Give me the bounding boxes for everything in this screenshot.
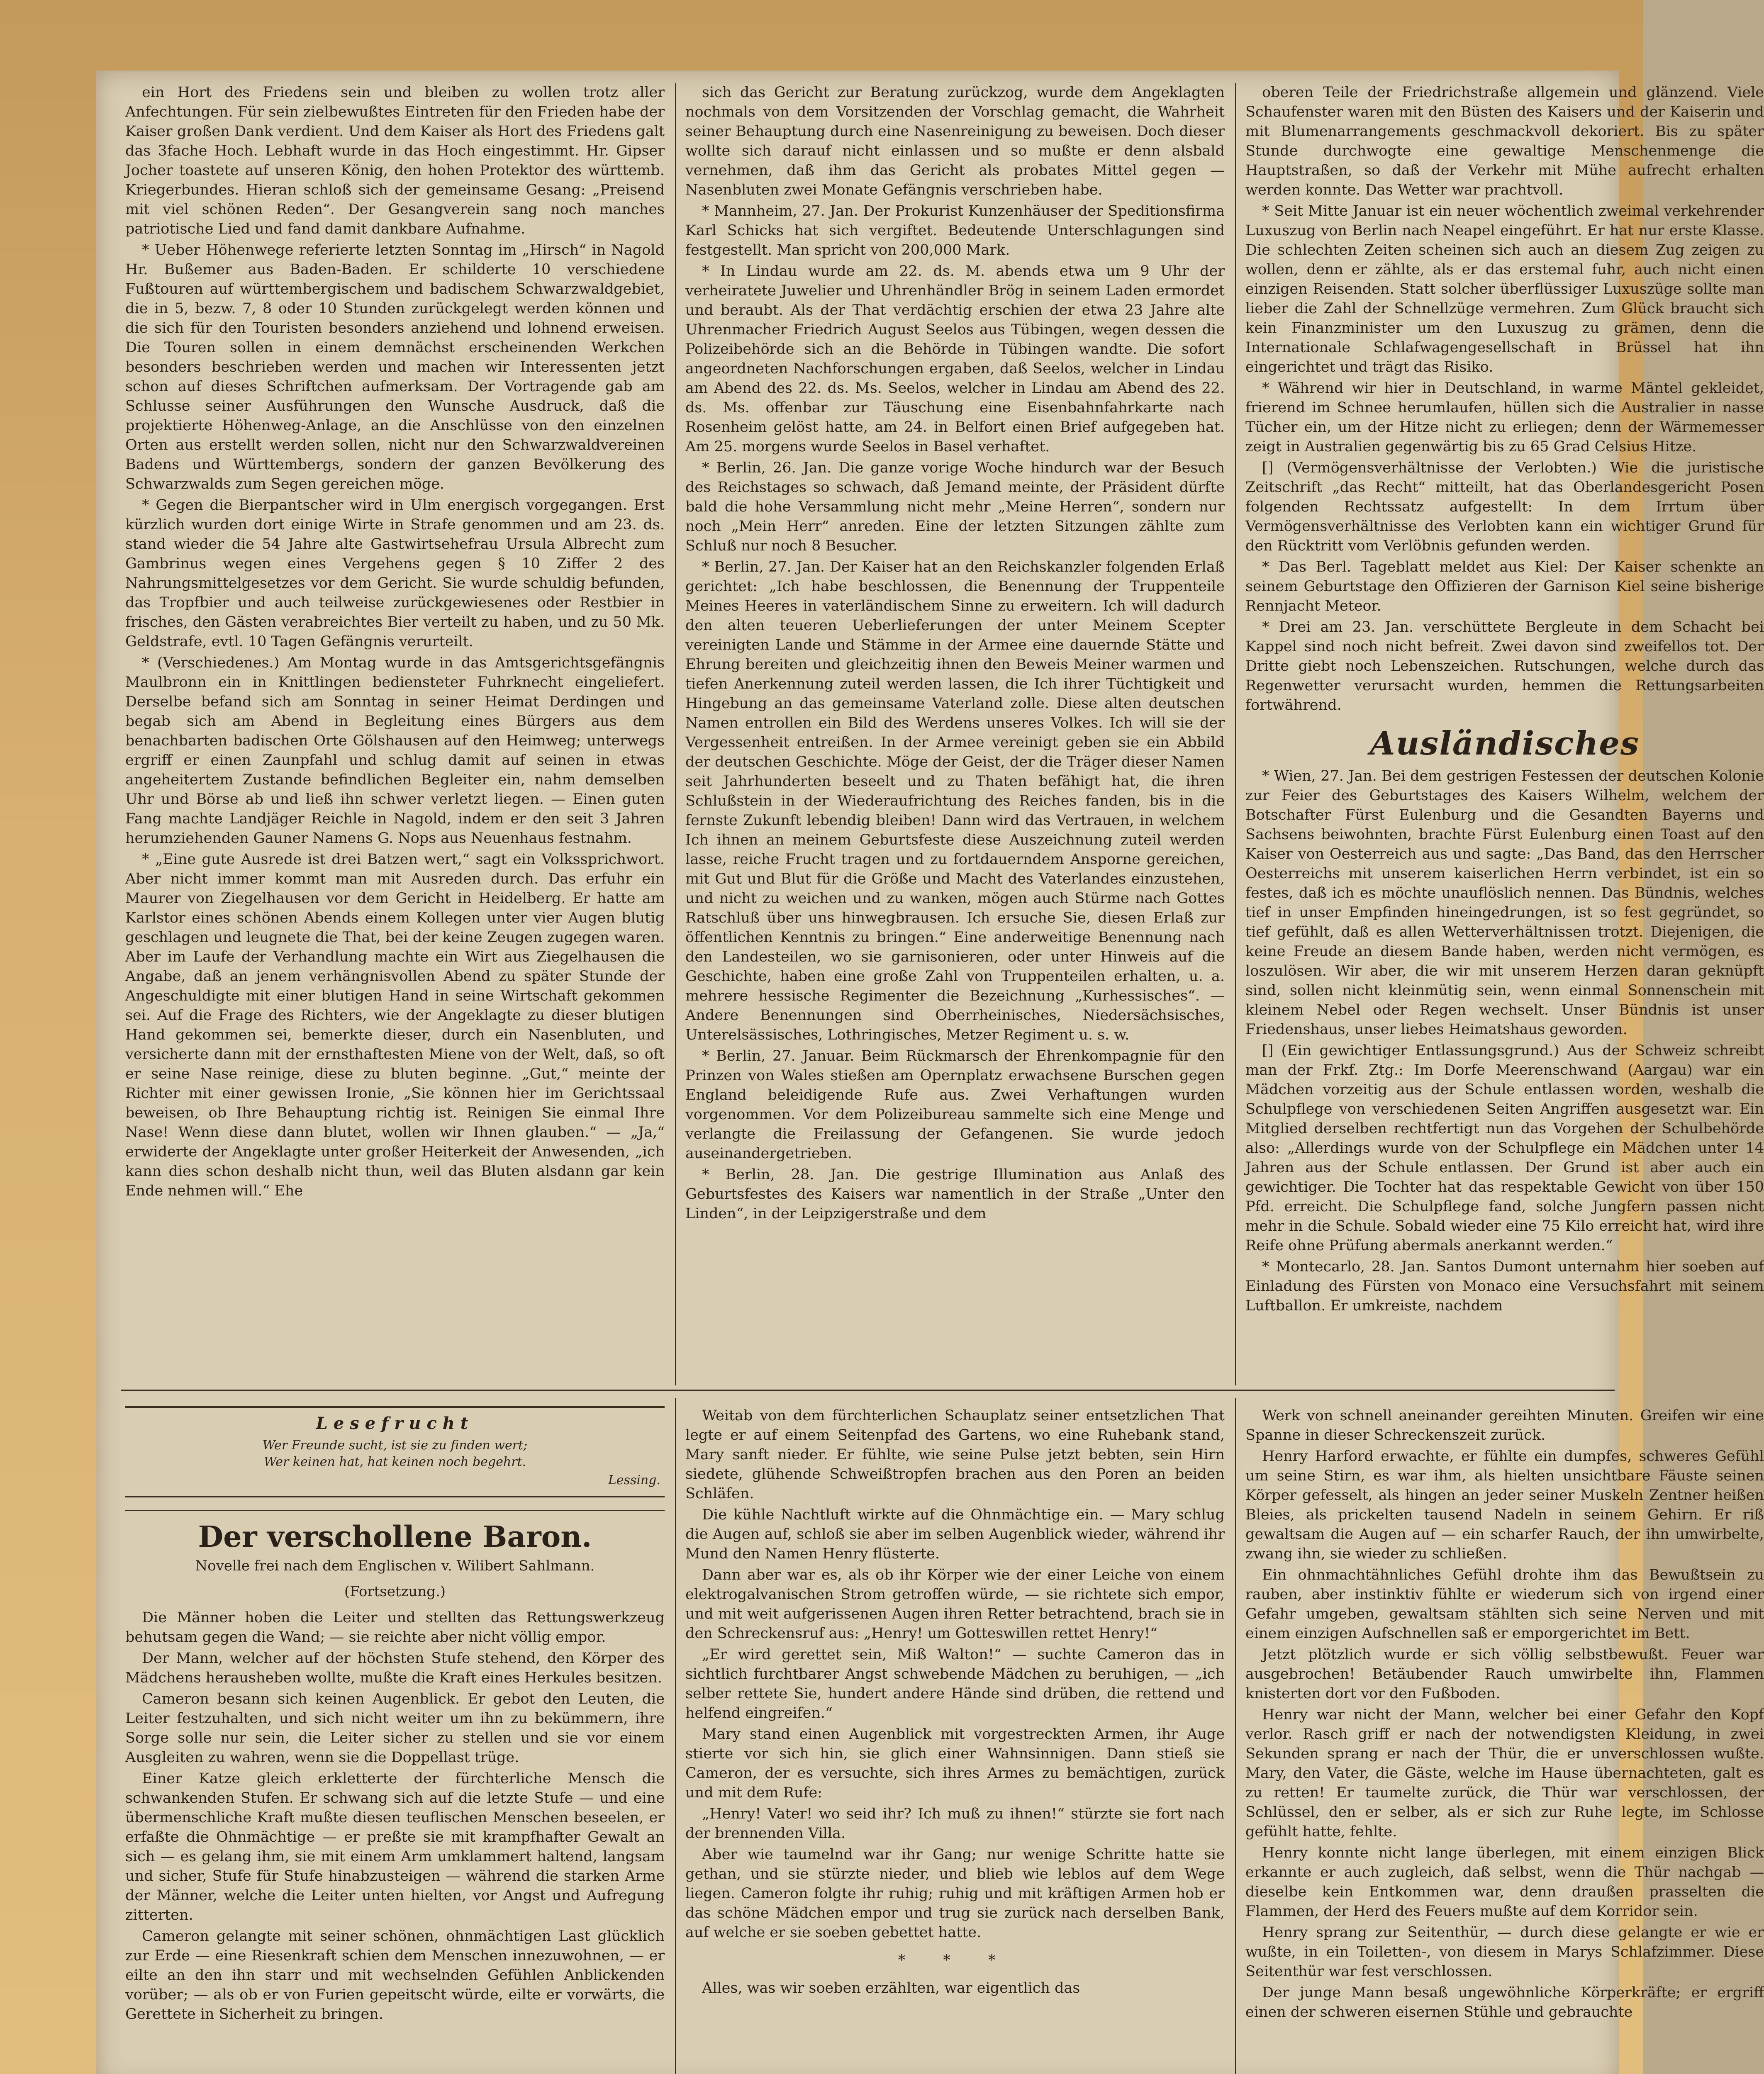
paragraph: * Montecarlo, 28. Jan. Santos Dumont unternahm hier soeben auf Einladung des Fürsten von Monaco eine Versuchsfahrt mit seinem Luftballon. Er umkreiste, nachdem (1245, 1259, 1764, 1314)
column-1 (125, 83, 665, 1385)
paragraph: * Mannheim, 27. Jan. Der Prokurist Kunzenhäuser der Speditionsfirma Karl Schicks hat sich vergiftet. Bedeutende Unterschlagungen sind festgestellt. Man spricht von 200,000 Mark. (685, 203, 1225, 258)
lesefrucht-author: Lessing. (608, 1473, 660, 1487)
paragraph: Die Männer hoben die Leiter und stellten das Rettungswerkzeug behutsam gegen die Wand; — sie reichte aber nicht völlig empor. (125, 1609, 665, 1646)
feuilleton-column-1 (125, 1406, 665, 2074)
column-rule (1235, 83, 1236, 1385)
paragraph: Dann aber war es, als ob ihr Körper wie der einer Leiche von einem elektrogalvanischen Strom getroffen würde, — sie richtete sich empor, und mit weit aufgerissenen Augen ihren Retter betrachtend, brach sie in den Schreckensruf aus: „Henry! um Gotteswillen rettet Henry!“ (685, 1567, 1225, 1642)
paragraph: Alles, was wir soeben erzählten, war eigentlich das (702, 1980, 1080, 1996)
paragraph: * Berlin, 26. Jan. Die ganze vorige Woche hindurch war der Besuch des Reichstages so schwach, daß Jemand meinte, der Präsident dürfte bald die hohe Versammlung nicht mehr „Meine Herren“, sondern nur noch „Mein Herr“ anreden. Eine der letzten Sitzungen zählte zum Schluß nur noch 8 Besucher. (685, 460, 1225, 554)
section-divider-stars: * * * (898, 1952, 1012, 1969)
story-title: Der verschollene Baron. (125, 1510, 665, 1554)
paragraph: * Berlin, 28. Jan. Die gestrige Illumination aus Anlaß des Geburtsfestes des Kaisers war namentlich in der Straße „Unter den Linden“, in der Leipzigerstraße und dem (685, 1166, 1225, 1222)
paragraph: „Er wird gerettet sein, Miß Walton!“ — suchte Cameron das in sichtlich furchtbarer Angst schwebende Mädchen zu beruhigen, — „ich selber rettete Sie, hundert andere Hände sind drüben, die rettend und helfend eingreifen.“ (685, 1646, 1225, 1721)
paragraph: * „Eine gute Ausrede ist drei Batzen wert,“ sagt ein Volkssprichwort. Aber nicht immer kommt man mit Ausreden durch. Das erfuhr ein Maurer von Ziegelhausen vor dem Gericht in Heidelberg. Er hatte am Karlstor eines schönen Abends einem Kollegen unter vier Augen blutig geschlagen und leugnete die That, bei der keine Zeugen zugegen waren. Aber im Laufe der Verhandlung machte ein Wirt aus Ziegelhausen die Angabe, daß an jenem verhängnisvollen Abend zu später Stunde der Angeschuldigte mit einer blutigen Hand in seine Wirtschaft gekommen sei. Auf die Frage des Richters, wie der Angeklagte zu dieser blutigen Hand gekommen sei, bemerkte dieser, durch ein Nasenbluten, und versicherte dann mit der ernsthaftesten Miene von der Welt, daß, so oft er seine Nase reinige, diese zu bluten beginne. „Gut,“ meinte der Richter mit einer gewissen Ironie, „Sie können hier im Gerichtssaal beweisen, ob Ihre Behauptung richtig ist. Reinigen Sie einmal Ihre Nase! Wenn diese dann blutet, wollen wir Ihnen glauben.“ — „Ja,“ erwiderte der Angeklagte unter großer Heiterkeit der Anwesenden, „ich kann dies schon deshalb nicht thun, weil das Bluten alsdann gar kein Ende nehmen will.“ Ehe (125, 851, 665, 1199)
column-rule (1235, 1398, 1236, 2074)
paragraph: * Während wir hier in Deutschland, in warme Mäntel gekleidet, frierend im Schnee herumlaufen, hüllen sich die Australier in nasse Tücher ein, um der Hitze nicht zu erliegen; denn der Wärmemesser zeigt in Australien gegenwärtig bis zu 65 Grad Celsius Hitze. (1245, 380, 1764, 455)
paragraph: sich das Gericht zur Beratung zurückzog, wurde dem Angeklagten nochmals von dem Vorsitzenden der Vorschlag gemacht, die Wahrheit seiner Behauptung durch eine Nasenreinigung zu beweisen. Doch dieser wollte sich darauf nicht einlassen und so mußte er denn alsbald vernehmen, daß ihm das Gericht als probates Mittel gegen — Nasenbluten zwei Monate Gefängnis verschrieben habe. (685, 84, 1225, 198)
newspaper-page (96, 71, 1764, 2074)
paragraph: * Berlin, 27. Jan. Der Kaiser hat an den Reichskanzler folgenden Erlaß gerichtet: „Ich habe beschlossen, die Benennung der Truppenteile Meines Heeres in vaterländischem Sinne zu erweitern. Ich will dadurch den alten teueren Ueberlieferungen der unter Meinem Scepter vereinigten Lande und Stämme in der Armee eine dauernde Stätte und Ehrung bereiten und gleichzeitig ihnen den Beweis Meiner warmen und tiefen Anerkennung zuteil werden lassen, die Ich ihrer Tüchtigkeit und Hingebung an das gemeinsame Vaterland zolle. Diese alten deutschen Namen entrollen ein Bild des Werdens unseres Volkes. Ich will sie der Vergessenheit entreißen. In der Armee vereinigt geben sie ein Abbild der deutschen Geschichte. Möge der Geist, der die Träger dieser Namen seit Jahrhunderten beseelt und zu Thaten befähigt hat, die ihren Schlußstein in der Wiederaufrichtung des Reiches fanden, bis in die fernste Zukunft lebendig bleiben! Dann wird das Vertrauen, in welchem Ich ihnen an meinem Geburtsfeste diese Auszeichnung zuteil werden lasse, reiche Frucht tragen und zu fortdauerndem Ansporne gereichen, mit Gut und Blut für die Größe und Macht des Vaterlandes einzustehen, und nicht zu weichen und zu wanken, mögen auch Stürme nach Gottes Ratschluß über uns hinwegbrausen. Ich ersuche Sie, diesen Erlaß zur öffentlichen Kenntnis zu bringen.“ Eine anderweitige Benennung nach den Landesteilen, wo sie garnisonieren, oder unter Hinweis auf die Geschichte, haben eine große Zahl von Truppenteilen erhalten, u. a. mehrere hessische Regimenter die Bezeichnung „Kurhessisches“. — Andere Benennungen sind Oberrheinisches, Niedersächsisches, Unterelsässisches, Lothringisches, Metzer Regiment u. s. w. (685, 559, 1225, 1043)
paragraph: * Berlin, 27. Januar. Beim Rückmarsch der Ehrenkompagnie für den Prinzen von Wales stießen am Opernplatz erwachsene Burschen gegen England beleidigende Rufe aus. Zwei Verhaftungen wurden vorgenommen. Vor dem Polizeibureau sammelte sich eine Menge und verlangte die Freilassung der Gefangenen. Sie wurde jedoch auseinandergetrieben. (685, 1048, 1225, 1162)
paragraph: * Seit Mitte Januar ist ein neuer wöchentlich zweimal verkehrender Luxuszug von Berlin nach Neapel eingeführt. Er hat nur erste Klasse. Die schlechten Zeiten scheinen sich auch an diesem Zug zeigen zu wollen, denn er zählte, als er das erstemal fuhr, auch nicht einen einzigen Reisenden. Statt solcher überflüssiger Luxuszüge sollte man lieber die Zahl der Schnellzüge vermehren. Zum Glück braucht sich kein Finanzminister um den Luxuszug zu grämen, denn die Internationale Schlafwagengesellschaft in Brüssel hat ihn eingerichtet und trägt das Risiko. (1245, 203, 1764, 375)
paragraph: * Ueber Höhenwege referierte letzten Sonntag im „Hirsch“ in Nagold Hr. Bußemer aus Baden-Baden. Er schilderte 10 verschiedene Fußtouren auf württembergischem und badischem Schwarzwaldgebiet, die in 5, bezw. 7, 8 oder 10 Stunden zurückgelegt werden können und die sich für den Touristen besonders anziehend und lohnend erweisen. Die Touren sollen in einem demnächst erscheinenden Werkchen besonders beschrieben werden und machen wir Interessenten jetzt schon auf dieses Schriftchen aufmerksam. Der Vortragende gab am Schlusse seiner Ausführungen den Wunsche Ausdruck, daß die projektierte Höhenweg-Anlage, an die Anschlüsse von den einzelnen Orten aus erstellt werden sollen, nicht nur den Schwarzwaldvereinen Badens und Württembergs, sondern der ganzen Bevölkerung des Schwarzwalds zum Segen gereichen möge. (125, 242, 665, 492)
paragraph: Henry war nicht der Mann, welcher bei einer Gefahr den Kopf verlor. Rasch griff er nach der notwendigsten Kleidung, in zwei Sekunden sprang er nach der Thür, die er unverschlossen wußte. Mary, den Vater, die Gäste, welche im Hause übernachteten, galt es zu retten! Er taumelte zurück, die Thür war verschlossen, der Schlüssel, den er selber, als er sich zur Ruhe legte, im Schlosse gefühlt hatte, fehlte. (1245, 1706, 1764, 1840)
paragraph: Henry sprang zur Seitenthür, — durch diese gelangte er wie er wußte, in ein Toiletten-, von diesem in Marys Schlafzimmer. Diese Seitenthür war fest verschlossen. (1245, 1924, 1764, 1980)
paragraph: Der Mann, welcher auf der höchsten Stufe stehend, den Körper des Mädchens herausheben wollte, mußte die Kraft eines Herkules besitzen. (125, 1650, 665, 1686)
paragraph: * Gegen die Bierpantscher wird in Ulm energisch vorgegangen. Erst kürzlich wurden dort einige Wirte in Strafe genommen und am 23. ds. stand wieder die 54 Jahre alte Gastwirtsehefrau Ursula Albrecht zum Gambrinus wegen eines Vergehens gegen § 10 Ziffer 2 des Nahrungsmittelgesetzes vor dem Gericht. Sie wurde schuldig befunden, das Tropfbier und auch teilweise zurückgewiesenes oder Restbier in frisches, den Gästen verabreichtes Bier verteilt zu haben, und zu 50 Mk. Geldstrafe, evtl. 10 Tagen Gefängnis verurteilt. (125, 497, 665, 650)
paragraph: Henry konnte nicht lange überlegen, mit einem einzigen Blick erkannte er auch zugleich, daß selbst, wenn die Thür nachgab — dieselbe kein Entkommen war, denn draußen prasselten die Flammen, der Herd des Feuers mußte auf dem Korridor sein. (1245, 1845, 1764, 1920)
paragraph: * Drei am 23. Jan. verschüttete Bergleute in dem Schacht bei Kappel sind noch nicht befreit. Zwei davon sind zweifellos tot. Der Dritte giebt noch Lebenszeichen. Rutschungen, welche durch das Regenwetter verursacht wurden, hemmen die Rettungsarbeiten fortwährend. (1245, 619, 1764, 713)
story-subtitle: Novelle frei nach dem Englischen v. Wilibert Sahlmann. (195, 1558, 595, 1574)
paragraph: Cameron besann sich keinen Augenblick. Er gebot den Leuten, die Leiter festzuhalten, und sich nicht weiter um ihn zu bekümmern, ihre Sorge solle nur sein, die Leiter sicher zu stellen und sie vor einem Ausgleiten zu wahren, wenn sie die Doppellast trüge. (125, 1691, 665, 1766)
story-continued: (Fortsetzung.) (344, 1583, 446, 1600)
feuilleton-column-2 (685, 1406, 1225, 2074)
paragraph: Henry Harford erwachte, er fühlte ein dumpfes, schweres Gefühl um seine Stirn, es war ihm, als hielten unsichtbare Fäuste seinen Körper gefesselt, als hingen an jeder seiner Muskeln Zentner heißen Bleies, als prickelten tausend Nadeln in seinem Gehirn. Er riß gewaltsam die Augen auf — ein scharfer Rauch, der ihn umwirbelte, zwang ihn, sie wieder zu schließen. (1245, 1448, 1764, 1562)
paragraph: Weitab von dem fürchterlichen Schauplatz seiner entsetzlichen That legte er auf einem Seitenpfad des Gartens, wo eine Ruhebank stand, Mary sanft nieder. Er fühlte, wie seine Pulse jetzt bebten, sein Hirn siedete, glühende Schweißtropfen brachen aus den Poren an beiden Schläfen. (685, 1407, 1225, 1502)
feuilleton-rule (121, 1390, 1615, 1391)
lesefrucht-title: Lesefrucht (316, 1414, 474, 1433)
column-rule (675, 1398, 676, 2074)
paragraph: Die kühle Nachtluft wirkte auf die Ohnmächtige ein. — Mary schlug die Augen auf, schloß sie aber im selben Augenblick wieder, während ihr Mund den Namen Henry flüsterte. (685, 1507, 1225, 1562)
section-heading: Ausländisches (1370, 725, 1640, 762)
paragraph: * Das Berl. Tageblatt meldet aus Kiel: Der Kaiser schenkte an seinem Geburtstage den Offizieren der Garnison Kiel seine bisherige Rennjacht Meteor. (1245, 559, 1764, 614)
lesefrucht-box (125, 1406, 665, 1497)
paragraph: * Wien, 27. Jan. Bei dem gestrigen Festessen der deutschen Kolonie zur Feier des Geburtstages des Kaisers Wilhelm, welchem der Botschafter Fürst Eulenburg und die Gesandten Bayerns und Sachsens beiwohnten, brachte Fürst Eulenburg einen Toast auf den Kaiser von Oesterreich aus und sagte: „Das Band, das den Herrscher Oesterreichs mit unserem kaiserlichen Herrn verbindet, ist ein so festes, daß ich es möchte unauflöslich nennen. Das Bündnis, welches tief in unser Empfinden hineingedrungen, ist so fest gegründet, so tief gefühlt, daß es allen Wetterverhältnissen trotzt. Diejenigen, die keine Freude an diesem Bande haben, werden nicht vermögen, es loszulösen. Wir aber, die wir mit unserem Herzen daran geknüpft sind, sollen nicht kleinmütig sein, wenn einmal Sonnenschein mit kleinem Nebel oder Regen wechselt. Unser Bündnis ist unser Friedenshaus, unser liebes Heimatshaus geworden. (1245, 768, 1764, 1038)
paragraph: ein Hort des Friedens sein und bleiben zu wollen trotz aller Anfechtungen. Für sein zielbewußtes Eintreten für den Frieden habe der Kaiser großen Dank verdient. Und dem Kaiser als Hort des Friedens galt das 3fache Hoch. Lebhaft wurde in das Hoch eingestimmt. Hr. Gipser Jocher toastete auf unseren König, den hohen Protektor des württemb. Kriegerbundes. Hieran schloß sich der gemeinsame Gesang: „Preisend mit viel schönen Reden“. Der Gesangverein sang noch manches patriotische Lied und fand damit dankbare Aufnahme. (125, 84, 665, 237)
paragraph: Werk von schnell aneinander gereihten Minuten. Greifen wir eine Spanne in dieser Schreckenszeit zurück. (1245, 1407, 1764, 1444)
paragraph: * In Lindau wurde am 22. ds. M. abends etwa um 9 Uhr der verheiratete Juwelier und Uhrenhändler Brög in seinem Laden ermordet und beraubt. Als der That verdächtig erschien der etwa 23 Jahre alte Uhrenmacher Friedrich August Seelos aus Tübingen, wegen dessen die Polizeibehörde sich an die Behörde in Tübingen wandte. Die sofort angeordneten Nachforschungen ergaben, daß Seelos, welcher in Lindau am Abend des 22. ds. Ms. Seelos, welcher in Lindau am Abend des 22. ds. Ms. offenbar zur Täuschung eine Eisenbahnfahrkarte nach Rosenheim gelöst hatte, am 24. in Belfort einen Brief aufgegeben hat. Am 25. morgens wurde Seelos in Basel verhaftet. (685, 263, 1225, 455)
lesefrucht-line: Wer keinen hat, hat keinen noch begehrt. (263, 1455, 526, 1469)
lesefrucht-line: Wer Freunde sucht, ist sie zu finden wert; (262, 1438, 528, 1453)
paragraph: * (Verschiedenes.) Am Montag wurde in das Amtsgerichtsgefängnis Maulbronn ein in Knittlingen bediensteter Fuhrknecht eingeliefert. Derselbe befand sich am Sonntag in seiner Heimat Derdingen und begab sich am Abend in Begleitung eines Bürgers aus dem benachbarten badischen Orte Gölshausen auf den Heimweg; unterwegs ergriff er einen Zaunpfahl und schlug damit auf seinen in etwas angeheitertem Zustande befindlichen Begleiter ein, nahm demselben Uhr und Börse ab und ließ ihn schwer verletzt liegen. — Einen guten Fang machte Landjäger Reichle in Nagold, indem er den seit 3 Jahren herumziehenden Gauner Namens G. Nops aus Neuenhaus festnahm. (125, 655, 665, 847)
paragraph: oberen Teile der Friedrichstraße allgemein und glänzend. Viele Schaufenster waren mit den Büsten des Kaisers und der Kaiserin und mit Blumenarrangements geschmackvoll dekoriert. Bis zu später Stunde durchwogte eine gewaltige Menschenmenge die Hauptstraßen, so daß der Verkehr mit Mühe aufrecht erhalten werden konnte. Das Wetter war prachtvoll. (1245, 84, 1764, 198)
paragraph: [] (Ein gewichtiger Entlassungsgrund.) Aus der Schweiz schreibt man der Frkf. Ztg.: Im Dorfe Meerenschwand (Aargau) war ein Mädchen vorzeitig aus der Schule entlassen worden, weshalb die Schulpflege von verschiedenen Seiten Angriffen ausgesetzt war. Ein Mitglied derselben rechtfertigt nun das Vorgehen der Schulbehörde also: „Allerdings wurde von der Schulpflege ein Mädchen unter 14 Jahren aus der Schule entlassen. Der Grund ist aber auch ein gewichtiger. Die Tochter hat das respektable Gewicht von über 150 Pfd. erreicht. Die Schulpflege fand, solche Jungfern passen nicht mehr in die Schule. Sobald wieder eine 75 Kilo erreicht hat, wird ihre Reife ohne Prüfung abermals anerkannt werden.“ (1245, 1042, 1764, 1254)
paragraph: Aber wie taumelnd war ihr Gang; nur wenige Schritte hatte sie gethan, und sie stürzte nieder, und blieb wie leblos auf dem Wege liegen. Cameron folgte ihr ruhig; ruhig und mit kräftigen Armen hob er das schöne Mädchen empor und trug sie zurück nach derselben Bank, auf welche er sie soeben gebettet hatte. (685, 1846, 1225, 1941)
paragraph: Mary stand einen Augenblick mit vorgestreckten Armen, ihr Auge stierte vor sich hin, sie glich einer Wahnsinnigen. Dann stieß sie Cameron, der es versuchte, sich ihres Armes zu bemächtigen, zurück und mit dem Rufe: (685, 1726, 1225, 1801)
paragraph: Ein ohnmachtähnliches Gefühl drohte ihm das Bewußtsein zu rauben, aber instinktiv fühlte er wiederum sich von irgend einer Gefahr umgeben, gewaltsam stählten sich seine Nerven und mit einem einzigen Aufschnellen saß er emporgerichtet im Bett. (1245, 1567, 1764, 1642)
paragraph: [] (Vermögensverhältnisse der Verlobten.) Wie die juristische Zeitschrift „das Recht“ mitteilt, hat das Oberlandesgericht Posen folgenden Rechtssatz aufgestellt: In dem Irrtum über Vermögensverhältnisse des Verlobten kann ein wichtiger Grund für den Rücktritt vom Verlöbnis gefunden werden. (1245, 460, 1764, 554)
paragraph: Einer Katze gleich erkletterte der fürchterliche Mensch die schwankenden Stufen. Er schwang sich auf die letzte Stufe — und eine übermenschliche Kraft mußte diesen teuflischen Menschen beseelen, er erfaßte die Ohnmächtige — er preßte sie mit krampfhafter Gewalt an sich — es gelang ihm, sie mit einem Arm umklammert haltend, langsam und sicher, Stufe für Stufe hinabzusteigen — während die starken Arme der Männer, welche die Leiter unten hielten, vor Angst und Aufregung zitterten. (125, 1770, 665, 1923)
column-rule (675, 83, 676, 1385)
column-3 (1245, 83, 1764, 1385)
paragraph: Cameron gelangte mit seiner schönen, ohnmächtigen Last glücklich zur Erde — eine Riesenkraft schien dem Menschen innezuwohnen, — er eilte an den ihn starr und mit wechselnden Gefühlen Anblickenden vorüber; — als ob er von Furien gepeitscht würde, eilte er vorwärts, die Gerettete in Sicherheit zu bringen. (125, 1928, 665, 2023)
paragraph: Der junge Mann besaß ungewöhnliche Körperkräfte; er ergriff einen der schweren eisernen Stühle und gebrauchte (1245, 1984, 1764, 2020)
paragraph: Jetzt plötzlich wurde er sich völlig selbstbewußt. Feuer war ausgebrochen! Betäubender Rauch umwirbelte ihn, Flammen knisterten dort vor den Fußboden. (1245, 1646, 1764, 1702)
column-2 (685, 83, 1225, 1385)
paragraph: „Henry! Vater! wo seid ihr? Ich muß zu ihnen!“ stürzte sie fort nach der brennenden Villa. (685, 1806, 1225, 1842)
feuilleton-column-3 (1245, 1406, 1764, 2074)
